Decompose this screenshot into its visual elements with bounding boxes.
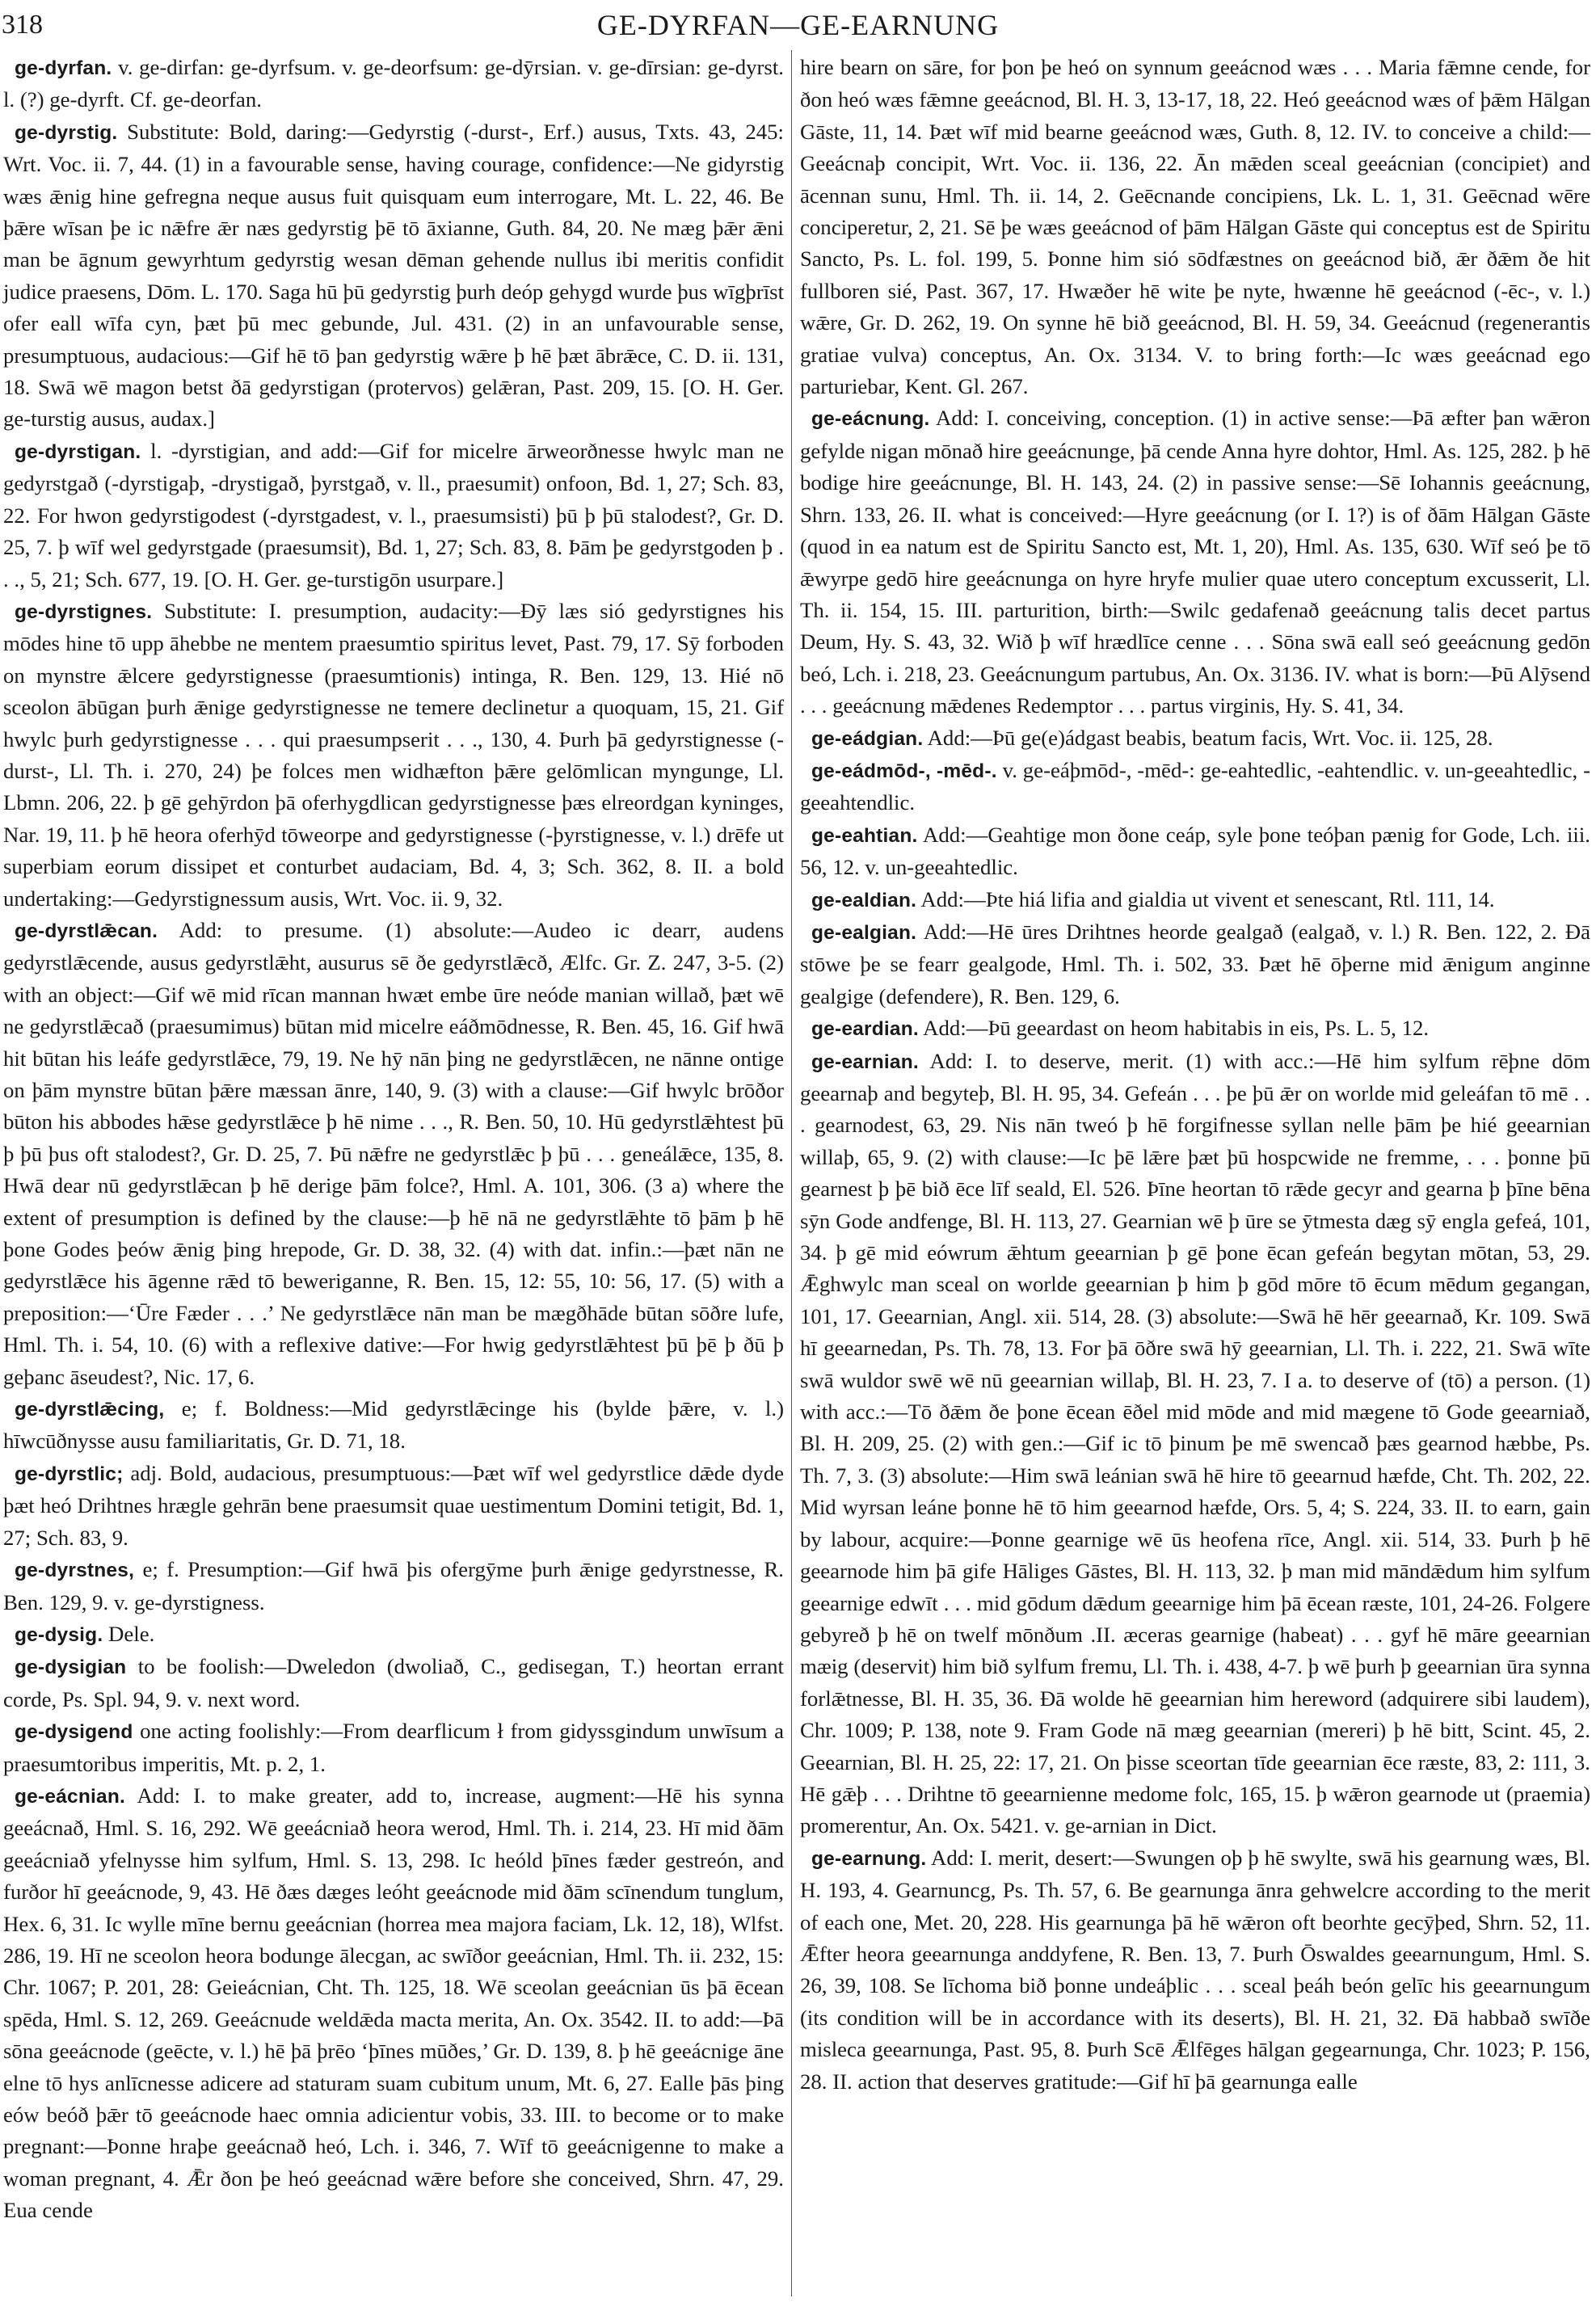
entry-headword: ge-ealdian. bbox=[811, 889, 917, 911]
dictionary-entry bbox=[3, 596, 784, 915]
entry-headword: ge-eahtian. bbox=[811, 824, 918, 847]
entry-headword: ge-dysigend bbox=[15, 1721, 133, 1744]
entry-headword: ge-eácnung. bbox=[811, 408, 930, 431]
entry-headword: ge-dyrstlǣcan. bbox=[15, 920, 158, 942]
entry-text: Add:—Þū ge(e)ádgast beabis, beatum facis, Wrt. Voc. ii. 125, 28. bbox=[923, 725, 1493, 750]
page-number: 318 bbox=[2, 10, 43, 40]
left-column bbox=[3, 52, 784, 2227]
entry-headword: ge-dysig. bbox=[15, 1623, 103, 1646]
entry-headword: ge-eácnian. bbox=[15, 1785, 125, 1808]
page-title: GE-DYRFAN—GE-EARNUNG bbox=[596, 9, 1000, 41]
dictionary-entry bbox=[800, 916, 1590, 1012]
dictionary-entry bbox=[3, 116, 784, 436]
dictionary-entry bbox=[800, 1012, 1590, 1045]
dictionary-entry bbox=[800, 755, 1590, 819]
entry-text: Add: I. to deserve, merit. (1) with acc.:—Hē him sylfum rēþne dōm geearnaþ and begyteþ, Bl. H. 95, 34. Gefeán . . . þe þū ǣr on worlde mid geleáfan tō mē . . . gearnodest, 63, 29. Nis nān tweó þ hē forgifnesse syllan nelle þām þe hié geearnian willaþ, 65, 9. (2) with clause:—Ic þē lǣre þæt þū hospcwide ne fremme, . . . þonne þū gearnest þ þē bið ēce līf seald, El. 526. Þīne heortan tō rǣde gecyr and gearna þ þīne bēna sȳn Gode andfenge, Bl. H. 113, 27. Gearnian wē þ ūre se ȳtmesta dæg sȳ engla gefeá, 101, 34. þ gē mid eówrum ǣhtum geearnian þ gē þone ēcan gefeán begytan mōtan, 53, 29. Ǣghwylc man sceal on worlde geearnian þ him þ gōd mōre tō ēcum mēdum gegangan, 101, 17. Geearnian, Angl. xii. 514, 28. (3) absolute:—Swā hē hēr geearnað, Kr. 109. Swā hī geearnedan, Ps. Th. 78, 13. For þā ōðre swā hȳ geearnian, Ll. Th. i. 222, 21. Swā wīte swā wuldor swē wē nū geearnian willaþ, Bl. H. 23, 7. I a. to deserve of (tō) a person. (1) with acc.:—Tō ðǣm ðe þone ēcean ēðel mid mōde and mid mægene tō Gode geearniað, Bl. H. 209, 25. (2) with gen.:—Gif ic tō þinum þe mē swencað þæs gearnod hæbbe, Ps. Th. 7, 3. (3) absolute:—Him swā leánian swā hē hire tō geearnud hæfde, Cht. Th. 202, 22. Mid wyrsan leáne þonne hē tō him geearnod hæfde, Ors. 5, 4; S. 224, 33. II. to earn, gain by labour, acquire:—Þonne gearnige wē ūs heofena rīce, Angl. xii. 514, 33. Þurh þ hē geearnode him þā gife Hāliges Gāstes, Bl. H. 113, 32. þ man mid māndǣdum him sylfum geearnige edwīt . . . mid gōdum dǣdum geearnige him þā ēcean ræste, 101, 24-26. Folgere gebyreð þ hē on twelf mōnðum .II. æceras gearnige (habeat) . . . gyf hē māre geearnian mæig (deservit) him bið sylfum fremu, Ll. Th. i. 438, 4-7. þ wē þurh þ geearnian ūra synna forlǣtnesse, Bl. H. 35, 36. Ðā wolde hē geearnian him hereword (adquirere sibi laudem), Chr. 1009; P. 138, note 9. Fram Gode nā mæg geearnian (mereri) þ hē bitt, Scint. 45, 2. Geearnian, Bl. H. 25, 22: 17, 21. On þisse sceortan tīde geearnian ēce ræste, 83, 2: 111, 3. Hē gǣþ . . . Drihtne tō geearnienne medome folc, 165, 15. þ wǣron gearnode ut (praemia) promerentur, An. Ox. 5421. v. ge-arnian in Dict. bbox=[800, 1048, 1590, 1838]
dictionary-entry bbox=[800, 402, 1590, 722]
column-divider bbox=[791, 50, 792, 2296]
entry-headword: ge-eardian. bbox=[811, 1018, 919, 1041]
entry-headword: ge-dyrstnes, bbox=[15, 1560, 135, 1582]
entry-text: adj. Bold, audacious, presumptuous:—Þæt wīf wel gedyrstlice dǣde dyde þæt heó Drihtnes hrægle gehrān bene praesumsit quae uestimentum Domini tetigit, Bd. 1, 27; Sch. 83, 9. bbox=[3, 1460, 784, 1550]
entry-text: to be foolish:—Dweledon (dwoliað, C., gedisegan, T.) heortan errant corde, Ps. Spl. 94, 9. v. next word. bbox=[3, 1654, 784, 1711]
dictionary-entry bbox=[800, 52, 1590, 402]
entry-text: Add:—Geahtige mon ðone ceáp, syle þone teóþan pænig for Gode, Lch. iii. 56, 12. v. un-geeahtedlic. bbox=[800, 822, 1590, 880]
entry-headword: ge-dyrstigan. bbox=[15, 440, 141, 463]
entry-headword: ge-eádmōd-, -mēd-. bbox=[811, 760, 997, 782]
entry-headword: ge-dyrfan. bbox=[15, 57, 112, 79]
entry-text: Add: to presume. (1) absolute:—Audeo ic dearr, audens gedyrstlǣcende, ausus gedyrstlǣht, ausurus sē ðe gedyrstlǣcð, Ælfc. Gr. Z. 247, 3-5. (2) with an object:—Gif wē mid rīcan mannan hwæt embe ūre neóde manian willað, þæt wē ne gedyrstlǣcað (praesumimus) būtan mid micelre eáðmōdnesse, R. Ben. 45, 16. Gif hwā hit būtan his leáfe gedyrstlǣce, 79, 19. Ne hȳ nān þing ne gedyrstlǣcen, ne nānne ontige on þām mynstre būtan þǣre mæssan ānre, 140, 9. (3) with a clause:—Gif hwylc brōðor būton his abbodes hǣse gedyrstlǣce þ hē nime . . ., R. Ben. 50, 10. Hū gedyrstlǣhtest þū þ þū þus oft stalodest?, Gr. D. 25, 7. Þū nǣfre ne gedyrstlǣc þ þū . . . geneálǣce, 135, 8. Hwā dear nū gedyrstlǣcan þ hē derige þām folce?, Hml. A. 101, 306. (3 a) where the extent of presumption is defined by the clause:—þ hē nā ne gedyrstlǣhte tō þām þ hē þone Godes þeów ǣnig þing hrepode, Gr. D. 38, 32. (4) with dat. infin.:—þæt nān ne gedyrstlǣce his āgenne rǣd tō beweriganne, R. Ben. 15, 12: 55, 10: 56, 17. (5) with a preposition:—‘Ūre Fæder . . .’ Ne gedyrstlǣce nān man be mægðhāde būtan sōðre lufe, Hml. Th. i. 54, 10. (6) with a reflexive dative:—For hwig gedyrstlǣhtest þū þē þ ðū þ geþanc āseudest?, Nic. 17, 6. bbox=[3, 917, 784, 1389]
entry-headword: ge-eádgian. bbox=[811, 727, 924, 750]
dictionary-entry bbox=[3, 436, 784, 596]
dictionary-entry bbox=[3, 915, 784, 1393]
dictionary-entry bbox=[3, 1554, 784, 1619]
entry-text: Add: I. conceiving, conception. (1) in active sense:—Þā æfter þan wǣron gefylde nigan mōnað hire geeácnunge, þā cende Anna hyre dohtor, Hml. As. 125, 282. þ hē bodige hire geeácnunge, Bl. H. 143, 24. (2) in passive sense:—Sē Iohannis geeácnung, Shrn. 133, 26. II. what is conceived:—Hyre geeácnung (or I. 1?) is of ðām Hālgan Gāste (quod in ea natum est de Spiritu Sancto est, Mt. 1, 20), Hml. As. 135, 630. Wīf seó þe tō ǣwyrpe gedō hire geeácnunga on hyre hryfe mulier quae utero conceptum excusserit, Ll. Th. ii. 154, 15. III. parturition, birth:—Swilc gedafenað geeácnung talis decet partus Deum, Hy. S. 43, 32. Wið þ wīf hrædlīce cenne . . . Sōna swā eall seó geeácnung gedōn beó, Lch. i. 218, 23. Geeácnungum partubus, An. Ox. 3136. IV. what is born:—Þū Alȳsend . . . geeácnung mǣdenes Redemptor . . . partus virginis, Hy. S. 41, 34. bbox=[800, 406, 1590, 718]
entry-text: Add:—Þū geeardast on heom habitabis in eis, Ps. L. 5, 12. bbox=[918, 1016, 1430, 1041]
right-column bbox=[800, 52, 1590, 2098]
entry-text: Substitute: I. presumption, audacity:—Ðȳ læs sió gedyrstignes his mōdes hine tō upp āhebbe ne mentem praesumtio spiritus levet, Past. 79, 17. Sȳ forboden on mynstre ǣlcere gedyrstignesse (praesumtionis) intinga, R. Ben. 129, 13. Hié nō sceolon ābūgan þurh ǣnige gedyrstignesse ne temere declinetur a quoquam, 15, 21. Gif hwylc þurh gedyrstignesse . . . qui praesumpserit . . ., 130, 4. Þurh þā gedyrstignesse (-durst-, Ll. Th. i. 270, 24) þe folces men widhæfton þǣre gelōmlican myngunge, Ll. Lbmn. 206, 22. þ gē gehȳrdon þā oferhygdlican gedyrstignesse þæs elreordgan kyninges, Nar. 19, 11. þ hē heora oferhȳd tōweorpe and gedyrstignesse (-þyrstignesse, v. l.) drēfe ut superbiam eorum dissipet et conturbet audaciam, Bd. 4, 3; Sch. 362, 8. II. a bold undertaking:—Gedyrstignessum ausis, Wrt. Voc. ii. 9, 32. bbox=[3, 598, 784, 911]
entry-text: Substitute: Bold, daring:—Gedyrstig (-durst-, Erf.) ausus, Txts. 43, 245: Wrt. Voc. ii. 7, 44. (1) in a favourable sense, having courage, confidence:—Ne gidyrstig wæs ǣnig hine gefregna neque ausus fuit quisquam eum interrogare, Mt. L. 22, 46. Be þǣre wīsan þe ic nǣfre ǣr næs gedyrstig þē tō āxianne, Guth. 84, 20. Ne mæg þǣr ǣni man be āgnum gewyrhtum gedyrstig wesan dēman gehende nullus ibi meritis confidit judice praesens, Dōm. L. 170. Saga hū þū gedyrstig þurh deóp gehygd wurde þus wīgþrīst ofer eall wīfa cyn, þæt þū mec gebunde, Jul. 431. (2) in an unfavourable sense, presumptuous, audacious:—Gif hē tō þan gedyrstig wǣre þ hē þæt ābrǣce, C. D. ii. 131, 18. Swā wē magon betst ðā gedyrstigan (protervos) gelǣran, Past. 209, 15. [O. H. Ger. ge-turstig ausus, audax.] bbox=[3, 119, 785, 431]
entry-headword: ge-dyrstig. bbox=[15, 121, 118, 144]
dictionary-entry bbox=[3, 1715, 784, 1780]
entry-headword: ge-dysigian bbox=[15, 1656, 127, 1679]
entry-headword: ge-earnian. bbox=[811, 1050, 919, 1073]
entry-text: Add:—Þte hiá lifia and gialdia ut vivent et senescant, Rtl. 111, 14. bbox=[916, 886, 1495, 911]
entry-headword: ge-dyrstignes. bbox=[15, 600, 153, 623]
entry-text: v. ge-dirfan: ge-dyrfsum. v. ge-deorfsum: ge-dȳrsian. v. ge-dīrsian: ge-dyrst. l. (?) ge-dyrft. Cf. ge-deorfan. bbox=[3, 55, 784, 112]
entry-headword: ge-dyrstlǣcing, bbox=[15, 1399, 165, 1421]
dictionary-entry bbox=[800, 819, 1590, 884]
entry-text: l. -dyrstigian, and add:—Gif for micelre ārweorðnesse hwylc man ne gedyrstgað (-dyrstigaþ, -drystigað, þyrstgað, v. ll., praesumit) onfoon, Bd. 1, 27; Sch. 83, 22. For hwon gedyrstigodest (-dyrstgadest, v. l., praesumsisti) þū þ þū stalodest?, Gr. D. 25, 7. þ wīf wel gedyrstgade (praesumsit), Bd. 1, 27; Sch. 83, 8. Þām þe gedyrstgoden þ . . ., 5, 21; Sch. 677, 19. [O. H. Ger. ge-turstigōn usurpare.] bbox=[3, 438, 784, 591]
entry-text: v. ge-eáþmōd-, -mēd-: ge-eahtedlic, -eahtendlic. v. un-geeahtedlic, -geeahtendlic. bbox=[800, 757, 1591, 815]
dictionary-entry bbox=[3, 52, 784, 116]
entry-text: one acting foolishly:—From dearflicum ł from gidyssgindum unwīsum a praesumtoribus imperitis, Mt. p. 2, 1. bbox=[3, 1719, 784, 1776]
dictionary-entry bbox=[800, 1842, 1590, 2098]
entry-text: Dele. bbox=[103, 1621, 155, 1646]
entry-text: hire bearn on sāre, for þon þe heó on synnum geeácnod wæs . . . Maria fǣmne cende, for ðon heó wæs fǣmne geeácnod, Bl. H. 3, 13-17, 18, 22. Heó geeácnod wæs of þǣm Hālgan Gāste, 11, 14. Þæt wīf mid bearne geeácnod wæs, Guth. 8, 12. IV. to conceive a child:—Geeácnaþ concipit, Wrt. Voc. ii. 136, 22. Ān mǣden sceal geeácnian (concipiet) and ācennan sunu, Hml. Th. ii. 14, 2. Geēcnande concipiens, Lk. L. 1, 31. Geēcnad wēre conciperetur, 2, 21. Sē þe wæs geeácnod of þām Hālgan Gāste qui conceptus est de Spiritu Sancto, Ps. L. fol. 199, 5. Þonne him sió sōdfæstnes on geeácnod bið, ǣr ðǣm ðe hit fullboren sié, Past. 367, 17. Hwæðer hē wite þe nyte, hwænne hē geeácnod (-ēc-, v. l.) wǣre, Gr. D. 262, 19. On synne hē bið geeácnod, Bl. H. 59, 34. Geeácnud (regenerantis gratiae vulva) conceptus, An. Ox. 3134. V. to bring forth:—Ic wæs geeácnad ego parturiebar, Kent. Gl. 267. bbox=[800, 55, 1590, 399]
dictionary-entry bbox=[800, 1046, 1590, 1842]
entry-text: e; f. Presumption:—Gif hwā þis ofergȳme þurh ǣnige gedyrstnesse, R. Ben. 129, 9. v. ge-dyrstigness. bbox=[3, 1557, 784, 1614]
entry-headword: ge-ealgian. bbox=[811, 921, 917, 944]
entry-text: Add: I. to make greater, add to, increase, augment:—Hē his synna geeácnað, Hml. S. 16, 292. Wē geeácniað heora werod, Hml. Th. i. 214, 23. Hī mid ðām geeácniað yfelnysse him sylfum, Hml. S. 13, 298. Ic heóld þīnes fæder gestreón, and furðor hī geeácnode, 9, 43. Hē ðæs dæges leóht geeácnode mid ðām scīnendum tunglum, Hex. 6, 31. Ic wylle mīne bernu geeácnian (horrea mea majora faciam, Lk. 12, 18), Wlfst. 286, 19. Hī ne sceolon heora bodunge ālecgan, ac swīðor geeácnian, Hml. Th. ii. 232, 15: Chr. 1067; P. 201, 28: Geieácnian, Cht. Th. 125, 18. Wē sceolan geeácnian ūs þā ēcean spēda, Hml. S. 12, 269. Geeácnude weldǣda macta merita, An. Ox. 3542. II. to add:—Þā sōna geeácnode (geēcte, v. l.) hē þā þrēo ‘þīnes mūðes,’ Gr. D. 139, 8. þ hē geeácnige āne elne tō hys anlīcnesse adicere ad staturam suam cubitum unum, Mt. 6, 27. Ealle þās þing eów beóð þǣr tō geeácnode haec omnia adicientur vobis, 33. III. to become or to make pregnant:—Þonne hraþe geeácnað heó, Lch. i. 346, 7. Wīf tō geeácnigenne to make a woman pregnant, 4. Ǣr ðon þe heó geeácnad wǣre before she conceived, Shrn. 47, 29. Eua cende bbox=[3, 1783, 784, 2223]
entry-text: Add:—Hē ūres Drihtnes heorde gealgað (ealgað, v. l.) R. Ben. 122, 2. Ðā stōwe þe se fearr gealgode, Hml. Th. i. 502, 33. Þæt hē ōþerne mid ǣnigum anginne gealgige (defendere), R. Ben. 129, 6. bbox=[800, 919, 1590, 1008]
page-header bbox=[0, 5, 1596, 45]
dictionary-entry bbox=[3, 1458, 784, 1554]
dictionary-entry bbox=[800, 884, 1590, 916]
entry-text: Add: I. merit, desert:—Swungen oþ þ hē swylte, swā his gearnung wæs, Bl. H. 193, 4. Gearnuncg, Ps. Th. 57, 6. Be gearnunga ānra gehwelcre according to the merit of each one, Met. 20, 228. His gearnunga þā hē wǣron oft beorhte gecȳþed, Shrn. 52, 11. Ǣfter heora geearnunga anddyfene, R. Ben. 13, 7. Þurh Ōswaldes geearnungum, Hml. S. 26, 39, 108. Se līchoma bið þonne undeáþlic . . . sceal þeáh beón gelīc his geearnungum (its condition will be in accordance with its deserts), Bl. H. 21, 32. Ðā habbað swīðe misleca geearnunga, Past. 95, 8. Þurh Scē Ǣlfēges hālgan gegearnunga, Chr. 1023; P. 156, 28. II. action that deserves gratitude:—Gif hī þā gearnunga ealle bbox=[800, 1845, 1590, 2094]
dictionary-entry bbox=[800, 722, 1590, 755]
entry-headword: ge-earnung. bbox=[811, 1847, 927, 1870]
dictionary-entry bbox=[3, 1651, 784, 1715]
dictionary-entry bbox=[3, 1619, 784, 1651]
dictionary-entry bbox=[3, 1780, 784, 2227]
entry-text: e; f. Boldness:—Mid gedyrstlǣcinge his (bylde þǣre, v. l.) hīwcūðnysse ausu familiaritatis, Gr. D. 71, 18. bbox=[3, 1396, 784, 1454]
entry-headword: ge-dyrstlic; bbox=[15, 1463, 124, 1485]
dictionary-entry bbox=[3, 1393, 784, 1458]
